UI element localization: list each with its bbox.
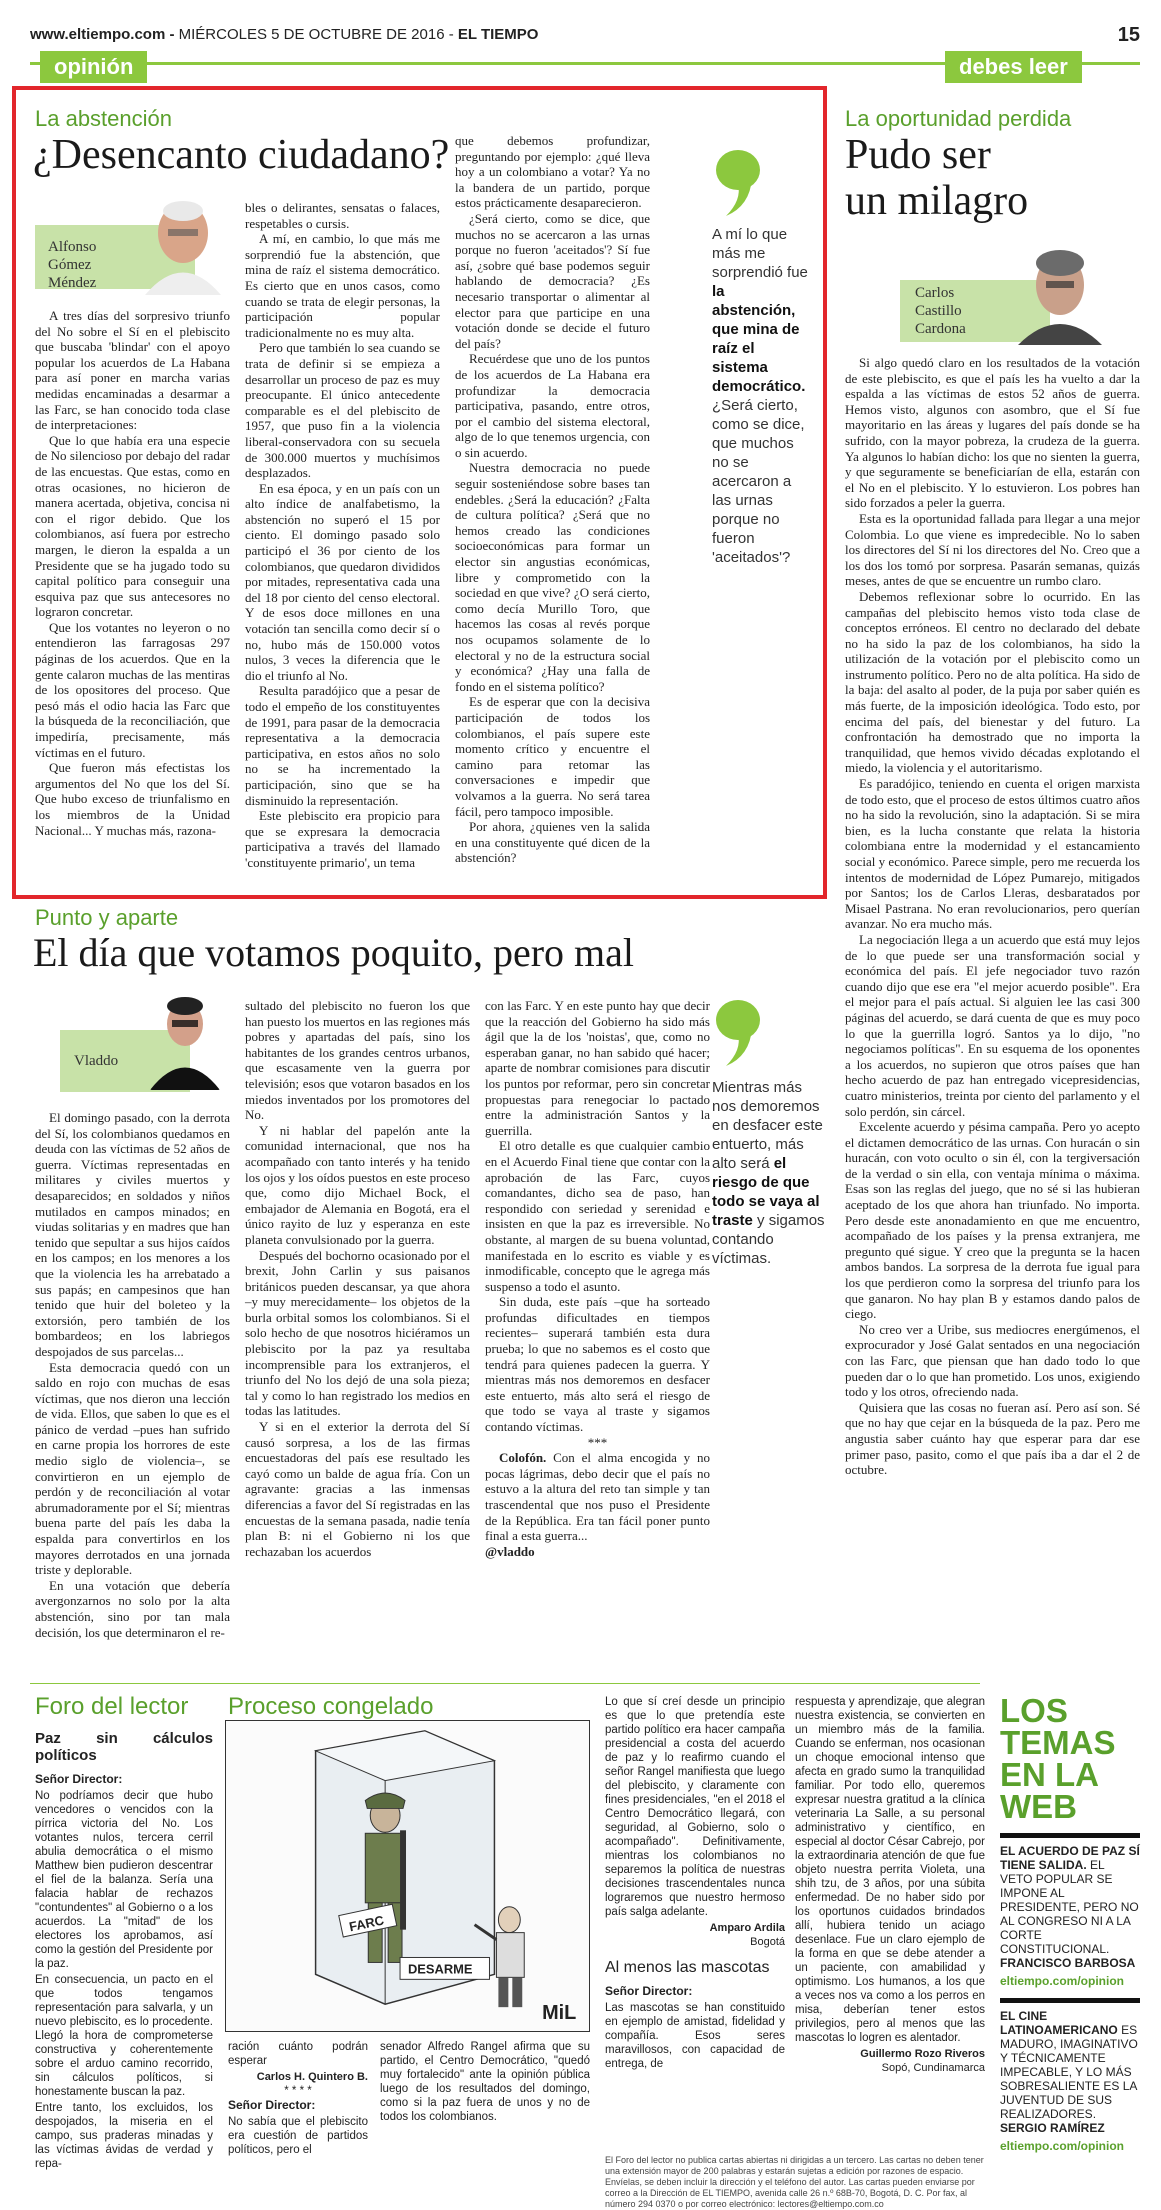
lector-footnote: El Foro del lector no publica cartas abiertas ni dirigidas a un tercero. Las cartas no deben tener una extensión mayor de 200 palabras y estarán sujetas a edición por razones de espacio. Envíelas, se deben incluir la dirección y el teléfono del autor. Las cartas pueden enviarse por correo a la Dirección de EL TIEMPO, avenida calle 26 n.º 68B-70, Bogotá, D. C. Por fax, al número 294 0370 o por correo electrónico: lectores@eltiempo.com.co: [605, 2155, 984, 2209]
web-item-2-link[interactable]: eltiempo.com/opinion: [1000, 2139, 1125, 2153]
article2-author: Carlos Castillo Cardona: [915, 285, 966, 337]
lector-letter-3: Lo que sí creí desde un principio es que lo que pretendía este partido político era hacer campaña presidencial a costa del acuerdo de paz y lo reafirmo cuando el señor Rangel manifiesta que luego del plebiscito, y claramente con fines presidenciales, "en el 2018 el Centro Democrático llegará, con seguridad, al Gobierno, solo o acompañado". Definitivamente, mientras los colombianos no separemos la política de nuestras decisiones trascendentales nunca lograremos que nuestro hermoso país salga adelante. Amparo Ardila Bogotá Al menos las mascotas Señor Director: Las mascotas se han constituido en ejemplo de amistad, fidelidad y compañía. Esos seres maravillosos, con capacidad de entrega, de: [605, 1696, 785, 2070]
cartoon-title: Proceso congelado: [228, 1693, 434, 1720]
author-handle[interactable]: @vladdo: [485, 1543, 535, 1559]
web-item-1: EL ACUERDO DE PAZ SÍ TIENE SALIDA. EL VETO POPULAR SE IMPONE AL PRESIDENTE, PERO NO AL CONGRESO NI A LA CORTE CONSTITUCIONAL. FRANCISCO BARBOSA eltiempo.com/opinion: [1000, 1833, 1140, 1988]
separator: ***: [587, 1434, 608, 1450]
article1-column-3: que debemos profundizar, preguntando por ejemplo: ¿qué lleva hoy a un colombiano a votar? Ya no la bandera de un partido, porque estos prácticamente desaparecieron. ¿Será cierto, como se dice, que muchos no se acercaron a las urnas porque no fueron 'aceitados'? Sí fue así, ¿sobre qué base podemos seguir hablando de democracia? ¿Es necesario transportar o alimentar al elector para que participe en una votación donde se decide el futuro del país? Recuérdese que uno de los puntos de los acuerdos de La Habana era profundizar la democracia participativa, pasando, entre otros, por el cambio del sistema electoral, algo de lo que tenemos urgencia, con o sin acuerdo. Nuestra democracia no puede seguir sosteniéndose sobre bases tan endebles. ¿Será la educación? ¿Falta de cultura política? ¿Será que no hemos creado las condiciones socioeconómicas para formar un elector sin angustias económicas, libre y comprometido con la sociedad en que vive? ¿O será cierto, como decía Murillo Toro, que hacemos las cosas al revés porque nos ocupamos solamente de lo electoral y no de la estructura social y económica? ¿Hay una falla de fondo en el sistema político? Es de esperar que con la decisiva participación de todos los colombianos, el país supere este momento crítico y encuentre el camino para retomar las conversaciones e impedir que volvamos a la guerra. No será tarea fácil, pero tampoco imposible. Por ahora, ¿quienes ven la salida en una constituyente qué dicen de la abstención?: [455, 133, 650, 866]
article1-kicker: La abstención: [35, 106, 172, 131]
article3-headline: El día que votamos poquito, pero mal: [33, 930, 634, 975]
quote-mark-icon: [712, 148, 764, 218]
quote-mark-icon: [712, 998, 764, 1068]
article1-author-photo: [135, 195, 230, 295]
cartoon-label-farc: FARC: [347, 1912, 386, 1935]
article3-column-1: El domingo pasado, con la derrota del Sí, los colombianos quedamos en deuda con las víctimas de 52 años de guerra. Víctimas representadas en militares y civiles muertos y desaparecidos; en soldados y niños mutilados en campos minados; en viudas solitarias y en madres que han tenido que sepultar a sus hijos caídos en los campos; en los menores a los que la violencia les ha arrebatado a sus papás; en campesinos que han tenido que huir del boleteo y la extorsión, pero también de los bombardeos; en los labriegos despojados de sus parcelas... Esta democracia quedó con un saldo en rojo con muchas de esas víctimas, que nos dieron una lección de vida. Ellos, que saben lo que es el pánico de verdad –pues han sufrido en carne propia los horrores de este medio siglo de violencia–, se convirtieron en un ejemplo de perdón y de reconciliación al votar abrumadoramente por el Sí; mientras buena parte del país les daba la espalda para convertirlos en los mayores derrotados en una jornada triste y deplorable. En una votación que debería avergonzarnos no solo por la alta abstención, sino por tan mala decisión, los que determinaron el re-: [35, 1110, 230, 1640]
article3-column-2: sultado del plebiscito no fueron los que han puesto los muertos en las regiones más pobres y apartadas del país, sino los habitantes de los grandes centros urbanos, que escasamente ven la guerra por televisión; esos que votaron basados en los miedos inventados por los promotores del No. Y ni hablar del papelón ante la comunidad internacional, que nos ha acompañado con tanto interés y ha tenido los ojos y los oídos puestos en este proceso que, como dijo Michael Bock, el embajador de Alemania en Bogotá, era el único rayito de luz y esperanza en este planeta convulsionado por la guerra. Después del bochorno ocasionado por el brexit, John Carlin y sus paisanos británicos pueden descansar, ya que ahora –y muy merecidamente– los objetos de la burla orbital somos los colombianos. Si el solo hecho de que nosotros hiciéramos un plebiscito por la paz ya resultaba incomprensible para los extranjeros, el triunfo del No los dejó de una sola pieza; tal y como lo han registrado los medios en todas las latitudes. Y si en el exterior la derrota del Sí causó sorpresa, a los de las firmas encuestadoras del país ese resultado les cayó como un balde de agua fría. Con un agravante: gracias a las inmensas diferencias a favor del Sí registradas en las encuestas de la semana pasada, nadie tenía plan B: ni el Gobierno ni los que rechazaban los acuerdos: [245, 998, 470, 1559]
article3-column-3: con las Farc. Y en este punto hay que decir que la reacción del Gobierno ha sido más ágil que la de los 'noistas', que, como no esperaban ganar, no han sabido qué hacer; aparte de nombrar comisiones para discutir los puntos por reformar, pero sin concretar propuestas para renegociar lo pactado entre la administración Santos y la guerrilla. El otro detalle es que cualquier cambio en el Acuerdo Final tiene que contar con la aprobación de las Farc, cuyos comandantes, dicho sea de paso, han respondido con seriedad y serenidad e insisten en que la paz es irreversible. No obstante, al margen de su buena voluntad, manifestada en lo escrito es viable y es inmodificable, concepto que le agrega más suspenso a todo el asunto. Sin duda, este país –que ha sorteado profundas dificultades en tiempos recientes– superará también esta dura prueba; lo que no sabemos es el costo que tendrá para quienes padecen la guerra. Y mientras más nos demoremos en desfacer este entuerto, más alto será el riesgo de que todo se vaya al traste y sigamos contando víctimas. *** Colofón. Con el alma encogida y no pocas lágrimas, debo decir que el país no estuvo a la altura del reto tan simple y tan trascendental que nos puso el Presidente de la República. Era tan fácil poner punto final a esta guerra... @vladdo: [485, 998, 710, 1559]
cartoon-illustration: [225, 1720, 590, 2032]
article1-pull-quote: A mí lo que más me sorprendió fue la abstención, que mina de raíz el sistema democrático. ¿Será cierto, como se dice, que muchos no se acercaron a las urnas porque no fueron 'aceitados'?: [712, 226, 808, 566]
web-item-1-link[interactable]: eltiempo.com/opinion: [1000, 1974, 1125, 1988]
web-item-2: EL CINE LATINOAMERICANO ES MADURO, IMAGINATIVO Y TÉCNICAMENTE IMPECABLE, Y LO MÁS SOBRESALIENTE ES LA JUVENTUD DE SUS REALIZADORES. SERGIO RAMÍREZ eltiempo.com/opinion: [1000, 1998, 1140, 2153]
lector-letter-2: senador Alfredo Rangel afirma que su partido, el Centro Democrático, "quedó muy fortalecido" ante la opinión pública luego de los resultados del domingo, como si la paz fuera de unos y no de todos los colombianos.: [380, 2041, 590, 2123]
article1-column-1: A tres días del sorpresivo triunfo del No sobre el Sí en el plebiscito que buscaba 'blindar' con el apoyo popular los acuerdos de La Habana para así poner en marcha varias medidas encaminadas a desarmar a las Farc, se han conocido toda clase de interpretaciones: Que lo que había era una especie de No silencioso por debajo del radar de las encuestas. Que estas, como en otras ocasiones, no hicieron de manera acertada, objetiva, concisa ni con el rigor debido. Que los colombianos, así fuera por estrecho margen, le dieron la espalda a un Presidente que se ha jugado todo su capital político para conseguir una esquiva paz que sus antecesores no lograron concretar. Que los votantes no leyeron o no entendieron las farragosas 297 páginas de los acuerdos. Que en la gente calaron muchas de las mentiras de los opositores del proceso. Que pesó más el odio hacia las Farc que la búsqueda de la reconciliación, que impediría, precisamente, más víctimas en el futuro. Que fueron más efectistas los argumentos del No que los del Sí. Que hubo exceso de triunfalismo en los miembros de la Unidad Nacional... Y muchas más, razona-: [35, 308, 230, 838]
web-topics-box: [1000, 1692, 1140, 2153]
article3-kicker: Punto y aparte: [35, 905, 179, 930]
lector-title: Foro del lector: [35, 1693, 189, 1720]
article2-headline: Pudo ser un milagro: [845, 132, 1029, 224]
header-site[interactable]: www.eltiempo.com -: [30, 26, 175, 43]
article1-column-2: bles o delirantes, sensatas o falaces, respetables o cursis. A mí, en cambio, lo que más me sorprendió fue la abstención, que mina de raíz el sistema democrático. Es cierto que en unos casos, como cuando se trata de elegir personas, la participación popular tradicionalmente no es muy alta. Pero que también lo sea cuando se trata de definir si se empieza a desarrollar un proceso de paz es muy preocupante. El único antecedente comparable es el del plebiscito de 1957, que puso fin a la violencia liberal-conservadora con su secuela de 300.000 muertos y muchísimos desplazados. En esa época, y en un país con un alto índice de analfabetismo, la abstención no superó el 15 por ciento. El domingo pasado solo participó el 36 por ciento de los colombianos, que quedaron divididos por mitades, representativa cada una del 18 por ciento del censo electoral. Y de esos doce millones en una votación tan sencilla como decir sí o no, hubo más de 150.000 votos nulos, 3 veces la diferencia que le dio el triunfo al No. Resulta paradójico que a pesar de todo el empeño de los constituyentes de 1991, para pasar de la democracia representativa a la democracia participativa, en estos años no solo no se ha incrementado la participación, sino que se ha disminuido la representación. Este plebiscito era propicio para que se expresara la democracia participativa a través del llamado 'constituyente primario', un tema: [245, 200, 440, 870]
cartoon-signature: MiL: [542, 2002, 577, 2025]
article3-author: Vladdo: [74, 1053, 119, 1069]
article3-pull-quote: Mientras más nos demoremos en desfacer este entuerto, más alto será el riesgo de que todo se vaya al traste y sigamos contando víctimas.: [712, 1079, 825, 1267]
article2-author-photo: [1010, 245, 1110, 345]
article1-author: Alfonso Gómez Méndez: [48, 239, 97, 291]
article2-column: Si algo quedó claro en los resultados de la votación de este plebiscito, es que el país les ha vuelto a dar la espalda a las víctimas de estos 52 años de guerra. Hemos visto, algunos con asombro, que el Sí fue mayoritario en las áreas y lugares del país donde se ha sufrido, con la mayor pobreza, la crudeza de la guerra. Ya algunos lo habían dicho: los que no sienten la guerra, y que seguramente se beneficiarían de ella, estarán con el No en el plebiscito. Y lo estuvieron. Los pobres han sido forzados a peler la guerra. Esta es la oportunidad fallada para llegar a una mejor Colombia. Lo que viene es impredecible. No lo saben los directores del Sí ni los directores del No. Creo que a los dos los tomó por sorpresa. Pasarán semanas, quizás meses, antes de que se encuentre un rumbo claro. Debemos reflexionar sobre lo ocurrido. En las campañas del plebiscito hemos visto toda clase de conceptos erróneos. El centro no declarado del debate no ha sido la paz de los colombianos, ha sido la utilización de la votación por el plebiscito como un instrumento político. Pero no de alta política. Ha sido de la baja: del asalto al poder, de la puja por saber quién es más fuerte, de la imposición ideológica. Todo esto, por encima del país, del bienestar y del futuro. La confrontación ha demostrado que no importa la tranquilidad, que hemos vivido décadas explotando el miedo, la violencia y el autoritarismo. Es paradójico, teniendo en cuenta el origen marxista de todo esto, que el proceso de estos últimos cuatro años no ha sido la revolución, sino la adaptación. Si se mira bien, es la lucha constante que relata la historia colombiana entre la modernidad y el estancamiento social y económico. Parece simple, pero me recuerda los intentos de modernidad de López Pumarejo, mitigados por Santos; los de Carlos Lleras, desbaratados por Misael Pastrana. No eran revolucionarios, pero querían avanzar. No era mucho más. La negociación llega a un acuerdo que está muy lejos de lo que puede ser una transformación social y económica del país. El jefe negociador tuvo razón cuando dijo que ese era "el mejor acuerdo posible". Era el mejor para el país actual. Si alguien lee las casi 300 páginas del acuerdo, se dará cuenta de que es muy poco lo que la guerrilla logró. Santos ya lo dijo, "no negociamos políticas". En su esquema de los oponentes a los acuerdos, no supieron que otros países que han hecho acuerdo de paz han entregado vicepresidencias, cuatro ministerios, treinta por ciento del parlamento y el solo perdón, sin cárcel. Excelente acuerdo y pésima campaña. Pero yo acepto el dictamen democrático de las urnas. Con huracán o sin huracán, con voto oculto o sin él, con la tergiversación de la verdad o sin ella, con ventaja mínima o máxima. Esas son las reglas del juego, que no sé si las hubieran aceptado de los que ahora han triunfado. No importa. Pero desde este anonadamiento en que me encuentro, acompañado de los países y la prensa extranjera, me pregunto qué sigue. Y creo que la pregunta se la hacen ambos bandos. La sorpresa de la derrota fue igual para los que perdieron como la sorpresa del triunfo para los que ganaron. No hay plan B y estamos dando palos de ciego. No creo ver a Uribe, sus mediocres energúmenos, el exprocurador y José Galat sentados en una negociación con las Farc, que piensan que han dado todo lo que pueden dar o lo que han prometido. Los unos, exigiendo todo y los otros, ofreciendo nada. Quisiera que las cosas no fueran así. Pero así son. Sé que no hay que cejar en la búsqueda de la paz. Pero me angustia saber cuánto hay que esperar para dar ese primer paso, pasito, como el que país iba a dar el 2 de octubre.: [845, 355, 1140, 1478]
header-date: MIÉRCOLES 5 DE OCTUBRE DE 2016 -: [178, 26, 454, 43]
page-number: 15: [1117, 24, 1140, 46]
lector-letter-1: Paz sin cálculos políticos Señor Director: No podríamos decir que hubo vencedores o vencidos con la pírrica victoria del No. Los votantes nulos, tercera cerril abulia democrática o el mismo Matthew bien pudieron descentrar el fiel de la balanza. Sería una falacia hablar de rechazos "contundentes" al Gobierno o a los acuerdos. La "mitad" de los electores los aprobamos, así como la gestión del Presidente por la paz. En consecuencia, un pacto en el que todos tengamos representación para salvarla, y un nuevo plebiscito, es lo procedente. Llegó la hora de comprometerse constructiva y coherentemente sobre el arduo camino recorrido, sin cálculos políticos, si honestamente buscan la paz. Entre tanto, los excluidos, los despojados, la miseria en el campo, sus praderas minadas y las víctimas ávidas de verdad y repa-: [35, 1730, 213, 2170]
article2-kicker: La oportunidad perdida: [845, 106, 1072, 131]
lector-letter-1-end: ración cuánto podrán esperar Carlos H. Quintero B. * * * * Señor Director: No sabía que el plebiscito era cuestión de partidos políticos, pero el: [228, 2041, 368, 2156]
lector-letter-5: respuesta y aprendizaje, que alegran nuestra existencia, se convierten en un miembro más de la familia. Cuando se enferman, nos ocasionan un choque emocional intenso que afecta en grado sumo la tranquilidad familiar. Por todo ello, queremos expresar nuestra gratitud a la clínica veterinaria La Salle, a su personal administrativo y científico, en especial al doctor César Cabrejo, por la extraordinaria atención de que fue objeto nuestra perrita Violeta, una shih tzu, de 3 años, por una súbita enfermedad. De no haber sido por los oportunos cuidados brindados allí, hubiera tenido un aciago desenlace. Fue un claro ejemplo de la forma en que se debe atender a un paciente, con amabilidad y optimismo. Los humanos, a los que a veces nos va como a los perros en misa, deberían tener estos privilegios, pero al menos que las mascotas lo logren es alentador. Guillermo Rozo Riveros Sopó, Cundinamarca: [795, 1696, 985, 2074]
section-tab-debes-leer: debes leer: [945, 51, 1082, 83]
article1-headline: ¿Desencanto ciudadano?: [33, 132, 450, 178]
cartoon-label-desarme: DESARME: [407, 1961, 473, 1977]
article3-author-photo: [150, 990, 220, 1090]
page-header: [30, 24, 1140, 46]
web-title: LOS TEMAS EN LA WEB: [1000, 1692, 1116, 1825]
section-tab-opinion: opinión: [40, 51, 147, 83]
bottom-rule: [30, 1683, 980, 1684]
header-paper: EL TIEMPO: [457, 26, 539, 43]
header-left: [30, 26, 538, 43]
